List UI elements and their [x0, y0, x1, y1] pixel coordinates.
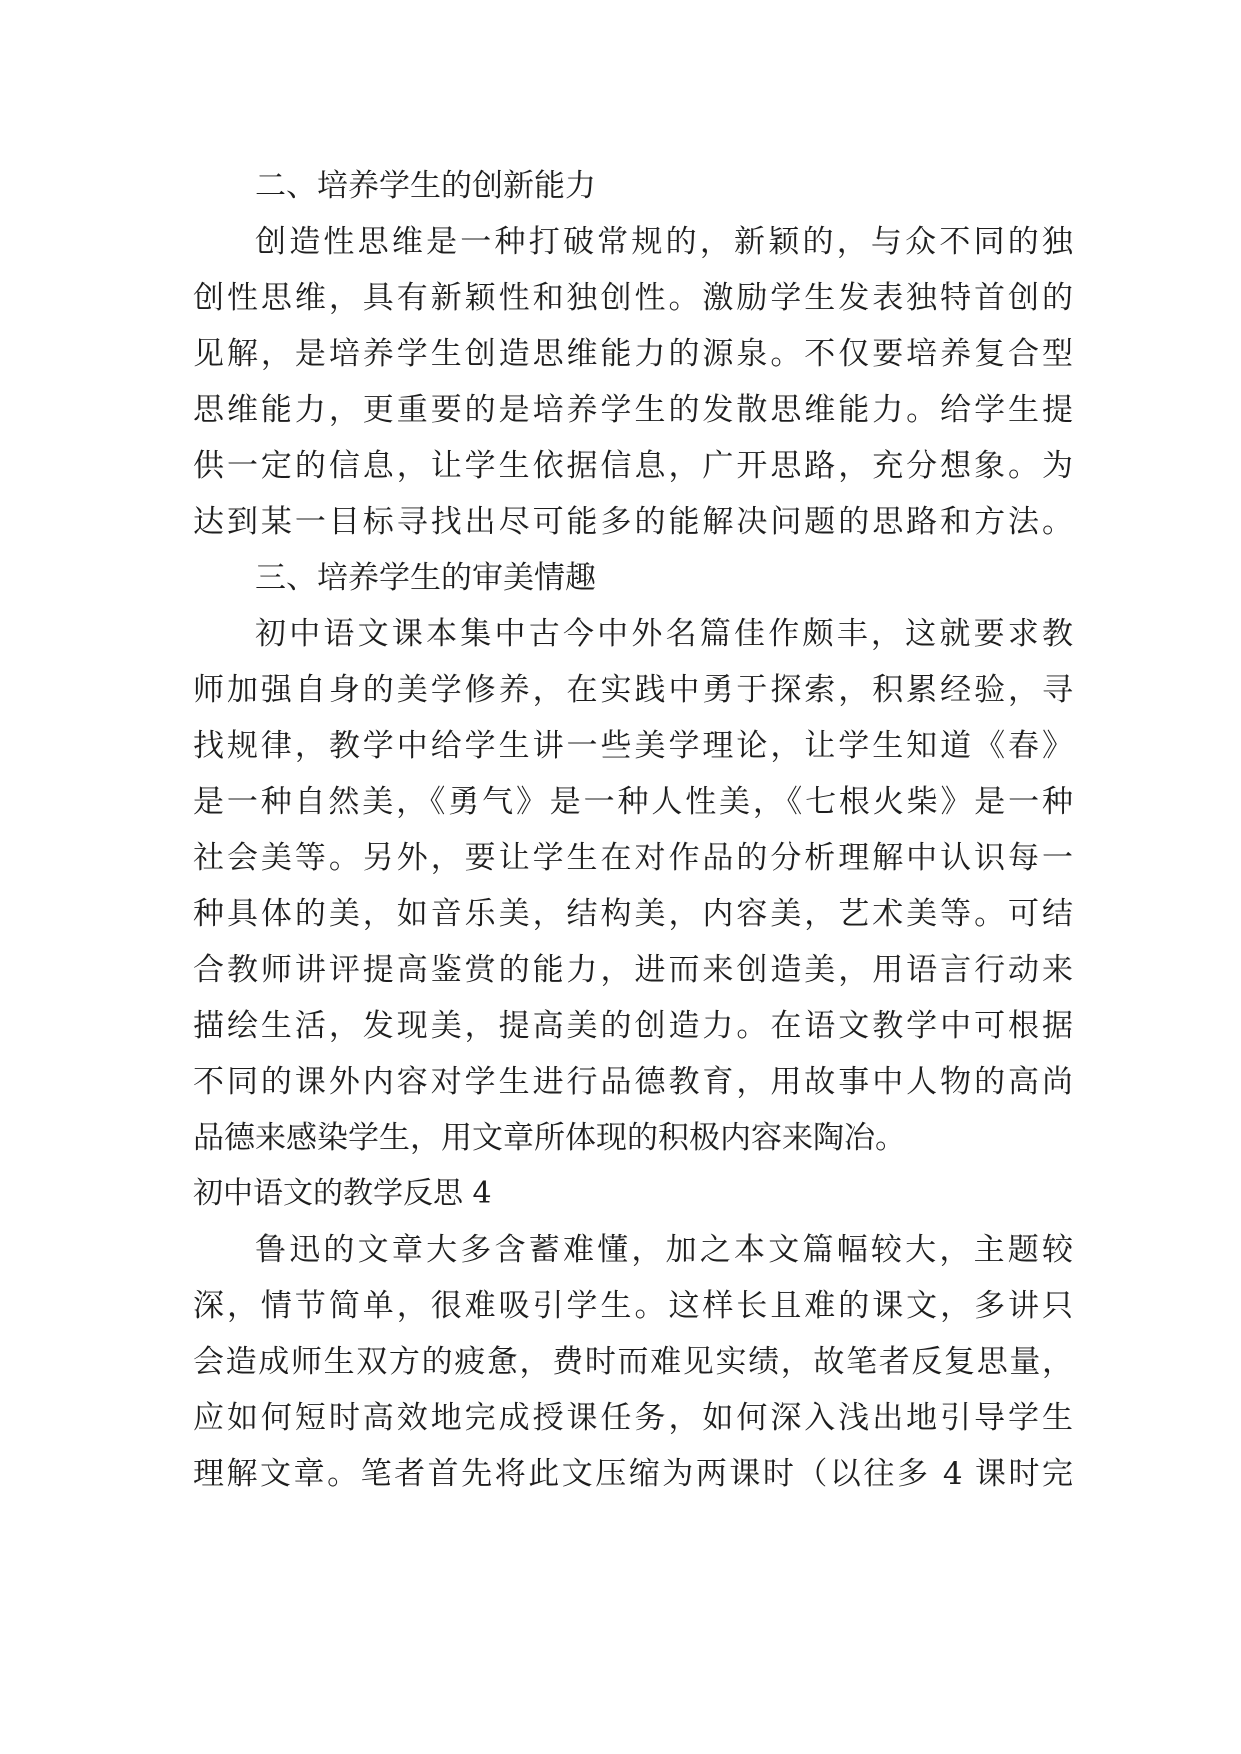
paragraph-line: 创性思维，具有新颖性和独创性。激励学生发表独特首创的 — [193, 280, 1073, 316]
section-heading-innovation: 二、培养学生的创新能力 — [255, 168, 596, 204]
paragraph-line: 见解，是培养学生创造思维能力的源泉。不仅要培养复合型 — [193, 336, 1073, 372]
paragraph-line: 种具体的美，如音乐美，结构美，内容美，艺术美等。可结 — [193, 896, 1073, 932]
paragraph-line: 合教师讲评提高鉴赏的能力，进而来创造美，用语言行动来 — [193, 952, 1073, 988]
article-title: 初中语文的教学反思 4 — [193, 1176, 492, 1211]
paragraph-line: 应如何短时高效地完成授课任务，如何深入浅出地引导学生 — [193, 1400, 1073, 1436]
paragraph-line: 初中语文课本集中古今中外名篇佳作颇丰，这就要求教 — [255, 616, 1073, 652]
paragraph-line: 鲁迅的文章大多含蓄难懂，加之本文篇幅较大，主题较 — [255, 1232, 1073, 1268]
section-heading-aesthetics: 三、培养学生的审美情趣 — [255, 560, 596, 596]
paragraph-line: 深，情节简单，很难吸引学生。这样长且难的课文，多讲只 — [193, 1288, 1073, 1324]
paragraph-line: 供一定的信息，让学生依据信息，广开思路，充分想象。为 — [193, 448, 1073, 484]
paragraph-line: 达到某一目标寻找出尽可能多的能解决问题的思路和方法。 — [193, 504, 1073, 540]
paragraph-line: 会造成师生双方的疲惫，费时而难见实绩，故笔者反复思量， — [193, 1344, 1073, 1380]
paragraph-line: 师加强自身的美学修养，在实践中勇于探索，积累经验，寻 — [193, 672, 1073, 708]
paragraph-line: 创造性思维是一种打破常规的，新颖的，与众不同的独 — [255, 224, 1073, 260]
paragraph-line: 是一种自然美，《勇气》是一种人性美，《七根火柴》是一种 — [193, 784, 1073, 820]
paragraph-line: 理解文章。笔者首先将此文压缩为两课时（以往多 4 课时完 — [193, 1456, 1073, 1492]
paragraph-line: 不同的课外内容对学生进行品德教育，用故事中人物的高尚 — [193, 1064, 1073, 1100]
paragraph-line: 社会美等。另外，要让学生在对作品的分析理解中认识每一 — [193, 840, 1073, 876]
paragraph-line: 找规律，教学中给学生讲一些美学理论，让学生知道《春》 — [193, 728, 1073, 764]
paragraph-line: 描绘生活，发现美，提高美的创造力。在语文教学中可根据 — [193, 1008, 1073, 1044]
paragraph-line: 思维能力，更重要的是培养学生的发散思维能力。给学生提 — [193, 392, 1073, 428]
paragraph-line: 品德来感染学生，用文章所体现的积极内容来陶冶。 — [193, 1120, 906, 1156]
